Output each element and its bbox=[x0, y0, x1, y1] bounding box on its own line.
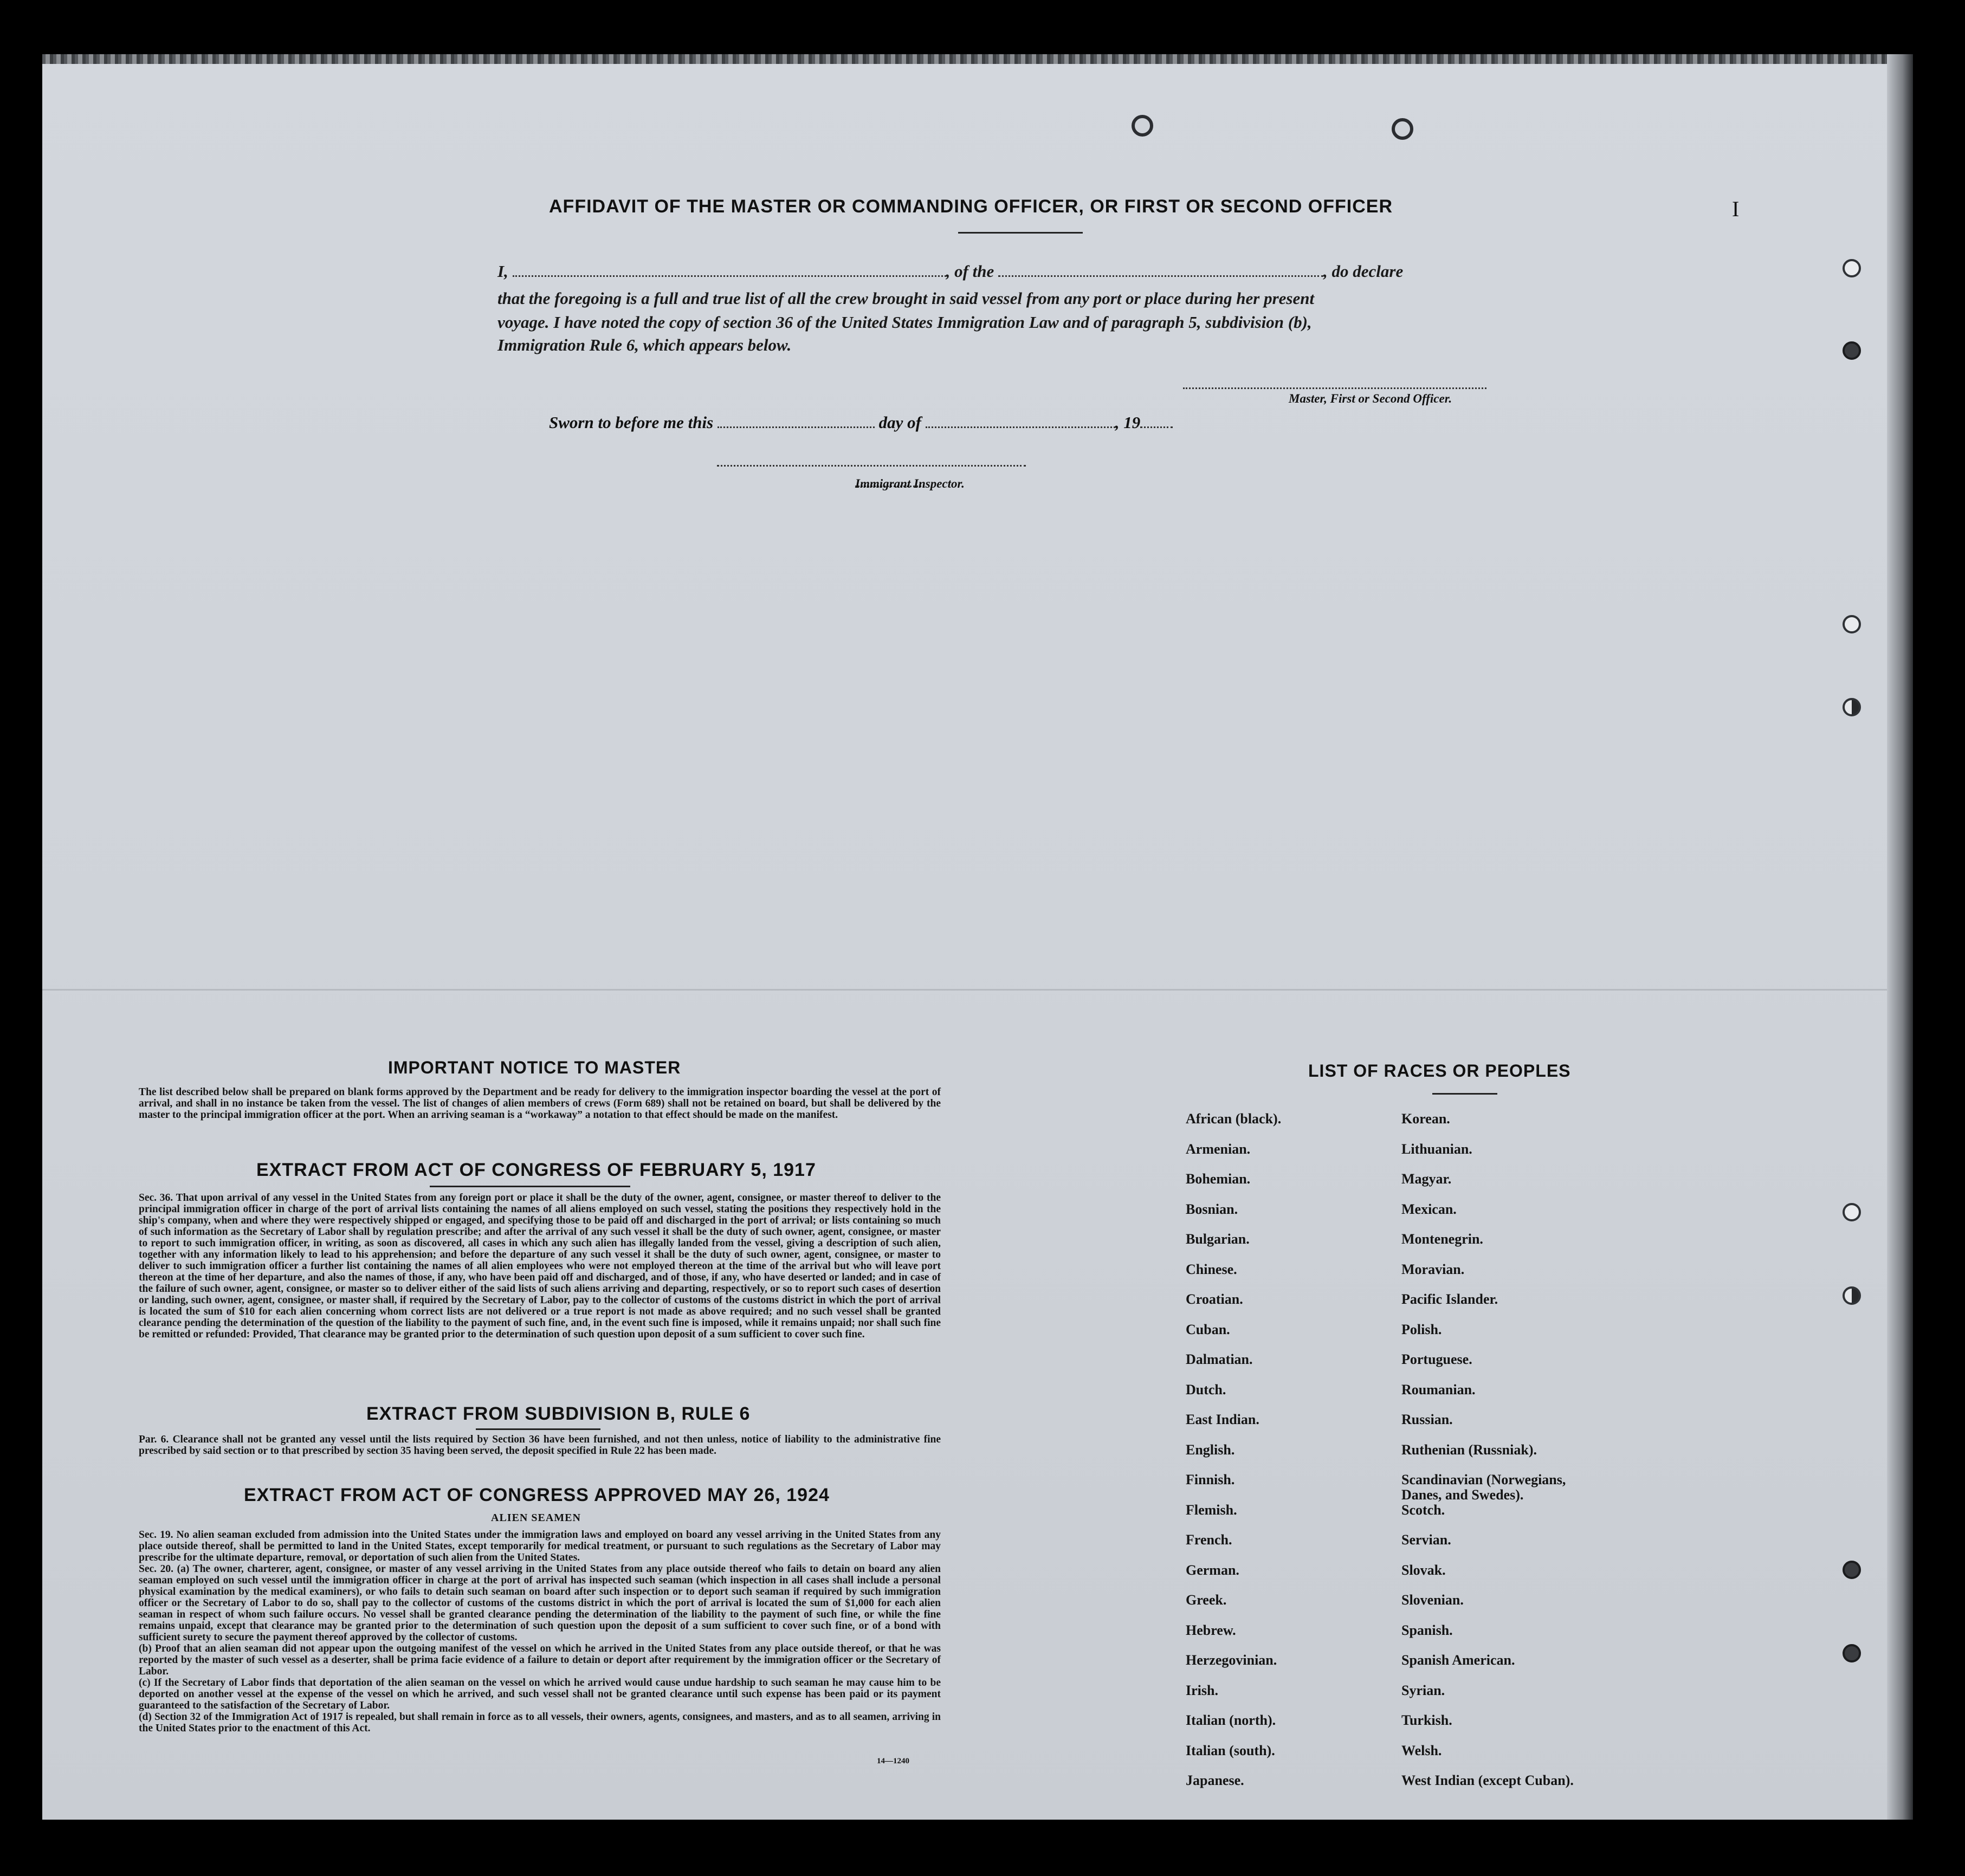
scan-top-edge bbox=[42, 54, 1913, 64]
race-item: Cuban. bbox=[1186, 1321, 1230, 1337]
race-item: Slovenian. bbox=[1401, 1592, 1464, 1608]
race-item: Syrian. bbox=[1401, 1682, 1445, 1698]
page-mark: I bbox=[1732, 197, 1740, 221]
sworn-day-of: day of bbox=[878, 413, 921, 432]
race-item: French. bbox=[1186, 1532, 1232, 1548]
race-item: Pacific Islander. bbox=[1401, 1291, 1498, 1307]
sec-20d: (d) Section 32 of the Immigration Act of 1917 is repealed, but shall remain in force as to all vessels, their owners, agents, consignees, and masters, and as to all seamen, arriving in the United States prior to the enactment of this Act. bbox=[139, 1711, 941, 1734]
race-item: Polish. bbox=[1401, 1321, 1442, 1337]
punch-hole-icon bbox=[1132, 115, 1153, 137]
race-item: Bohemian. bbox=[1186, 1171, 1251, 1187]
affidavit-declare: , do declare bbox=[1323, 262, 1404, 281]
affidavit-line-4: Immigration Rule 6, which appears below. bbox=[497, 335, 792, 354]
binder-hole-icon bbox=[1843, 615, 1861, 633]
race-item: Scandinavian (Norwegians, bbox=[1401, 1472, 1566, 1487]
sworn-year-field[interactable] bbox=[1140, 423, 1173, 428]
extract-1917-body: Sec. 36. That upon arrival of any vessel in the United States from any foreign port or place it shall be the duty of the owner, agent, consignee, or master thereof to deliver to the principal immigration officer in charge of the port of arrival lists containing the names of all aliens employed on such vessel, stating the positions they respectively hold in the ship's company, when and where they were respectively shipped or engaged, and specifying those to be paid off and discharged in the port of arrival; or lists containing so much of such information as the Secretary of Labor shall by regulation prescribe; and after the arrival of any such vessel it shall be the duty of such owner, agent, consignee, or master to report to such immigration officer, in writing, as soon as discovered, all cases in which any such alien has illegally landed from the vessel, giving a description of such alien, together with any information likely to lead to his apprehension; and before the departure of any such vessel it shall be the duty of such owner, agent, consignee, or master to deliver to such immigration officer a further list containing the names of all alien employees who were not employed thereon at the time of the arrival but who will leave port thereon at the time of her departure, and also the names of those, if any, who have been paid off and discharged, and of those, if any, who have deserted or landed; and in case of the failure of such owner, agent, consignee, or master so to deliver either of the said lists of such aliens arriving and departing, respectively, or so to report such cases of desertion or landing, such owner, agent, consignee, or master shall, if required by the Secretary of Labor, pay to the collector of customs of the customs district in which the port of arrival is located the sum of $10 for each alien concerning whom correct lists are not delivered or a true report is not made as above required; and no such vessel shall be granted clearance pending the determination of the question of the liability to the payment of such fine, and, in the event such fine is imposed, while it remains unpaid; nor shall such fine be remitted or refunded: Provided, That clearance may be granted prior to the determination of such question upon deposit of a sum sufficient to cover such fine. bbox=[139, 1192, 941, 1340]
form-number: 14—1240 bbox=[877, 1757, 909, 1765]
affidavit-line-3: voyage. I have noted the copy of section 36 of the United States Immigration Law and of paragraph 5, subdivision (b), bbox=[497, 313, 1312, 332]
race-item: Scotch. bbox=[1401, 1502, 1445, 1518]
binder-hole-icon bbox=[1843, 259, 1861, 277]
sec-20a: Sec. 20. (a) The owner, charterer, agent, consignee, or master of any vessel arriving in the United States from any place outside thereof who fails to detain on board any alien seaman employed on such vessel until the immigration officer in charge at the port of arrival has inspected such seaman (which inspection in all cases shall include a personal physical examination by the medical examiners), or who fails to detain such seaman on board after such inspection or to deport such seaman if required by such immigration officer or the Secretary of Labor to do so, shall pay to the collector of customs of the customs district in which the port of arrival is located the sum of $1,000 for each alien seaman in respect of whom such failure occurs. No vessel shall be granted clearance pending the determination of the liability to the payment of such fine, or while the fine remains unpaid, except that clearance may be granted prior to the determination of such question upon the deposit of a sum sufficient to cover such fine, or of a bond with sufficient surety to secure the payment thereof approved by the collector of customs. bbox=[139, 1563, 941, 1643]
race-item: West Indian (except Cuban). bbox=[1401, 1773, 1574, 1788]
page-fold bbox=[42, 989, 1887, 991]
race-item: English. bbox=[1186, 1441, 1235, 1458]
officer-signature-label: Master, First or Second Officer. bbox=[1289, 392, 1452, 405]
race-item: Welsh. bbox=[1401, 1742, 1442, 1758]
affidavit-title: AFFIDAVIT OF THE MASTER OR COMMANDING OFFICER, OR FIRST OR SECOND OFFICER bbox=[549, 196, 1393, 217]
sec-20b: (b) Proof that an alien seaman did not appear upon the outgoing manifest of the vessel on which he arrived in the United States from any place outside thereof, or that he was reported by the master of such vessel as a deserter, shall be prima facie evidence of a failure to detain or deport after requirement by the immigration officer or the Secretary of Labor. bbox=[139, 1643, 941, 1677]
race-item: Lithuanian. bbox=[1401, 1141, 1472, 1157]
inspector-signature-field[interactable] bbox=[717, 465, 1026, 467]
scan-right-edge bbox=[1887, 54, 1913, 1820]
race-item: Hebrew. bbox=[1186, 1622, 1236, 1638]
binder-hole-icon bbox=[1843, 1203, 1861, 1221]
race-item: Flemish. bbox=[1186, 1502, 1237, 1518]
name-field[interactable] bbox=[513, 272, 946, 277]
extract-1917-rule bbox=[430, 1186, 630, 1187]
inspector-label: Immigrant Inspector. bbox=[855, 477, 965, 490]
race-item: German. bbox=[1186, 1562, 1239, 1578]
race-item: Bosnian. bbox=[1186, 1201, 1238, 1217]
officer-signature-field[interactable] bbox=[1183, 387, 1486, 389]
race-item: Portuguese. bbox=[1401, 1351, 1472, 1367]
binder-hole-icon bbox=[1843, 1644, 1861, 1662]
race-item: Magyar. bbox=[1401, 1171, 1452, 1187]
sworn-line bbox=[549, 413, 1173, 432]
vessel-field[interactable] bbox=[998, 272, 1323, 277]
sworn-month-field[interactable] bbox=[926, 423, 1115, 428]
sec-20c: (c) If the Secretary of Labor finds that deportation of the alien seaman on the vessel on which he arrived would cause undue hardship to such seaman he may cause him to be deported on another vessel at the expense of the vessel on which he arrived, and such vessel shall not be granted clearance until such expense has been paid or its payment guaranteed to the satisfaction of the Secretary of Labor. bbox=[139, 1677, 941, 1711]
race-item: Servian. bbox=[1401, 1532, 1451, 1548]
race-item: Italian (south). bbox=[1186, 1742, 1275, 1758]
binder-hole-icon bbox=[1843, 1286, 1861, 1305]
race-item: Dalmatian. bbox=[1186, 1351, 1253, 1367]
race-item: Korean. bbox=[1401, 1111, 1450, 1127]
sworn-year-prefix: , 19 bbox=[1115, 413, 1141, 432]
rule6-title: EXTRACT FROM SUBDIVISION B, RULE 6 bbox=[366, 1403, 751, 1424]
binder-hole-icon bbox=[1843, 1561, 1861, 1579]
race-item: Chinese. bbox=[1186, 1261, 1237, 1277]
race-item: Danes, and Swedes). bbox=[1401, 1487, 1524, 1503]
sworn-prefix: Sworn to before me this bbox=[549, 413, 714, 432]
race-item: Ruthenian (Russniak). bbox=[1401, 1441, 1537, 1458]
affidavit-title-rule bbox=[958, 232, 1083, 234]
affidavit-of-the: , of the bbox=[946, 262, 994, 281]
affidavit-line-1 bbox=[497, 262, 1527, 281]
extract-1924-title: EXTRACT FROM ACT OF CONGRESS APPROVED MAY 26, 1924 bbox=[244, 1485, 830, 1505]
sec-19: Sec. 19. No alien seaman excluded from admission into the United States under the immigration laws and employed on board any vessel arriving in the United States from any place outside thereof, shall be permitted to land in the United States, except temporarily for medical treatment, or pursuant to such regulations as the Secretary of Labor may prescribe for the ultimate departure, removal, or deportation of such alien from the United States. bbox=[139, 1529, 941, 1563]
race-item: Spanish. bbox=[1401, 1622, 1453, 1638]
race-item: Mexican. bbox=[1401, 1201, 1457, 1217]
race-item: Slovak. bbox=[1401, 1562, 1446, 1578]
race-item: Italian (north). bbox=[1186, 1712, 1276, 1728]
race-item: Herzegovinian. bbox=[1186, 1652, 1277, 1668]
race-item: Spanish American. bbox=[1401, 1652, 1515, 1668]
binder-hole-icon bbox=[1843, 341, 1861, 360]
notice-title: IMPORTANT NOTICE TO MASTER bbox=[388, 1058, 681, 1077]
races-rule bbox=[1432, 1093, 1497, 1095]
race-item: Russian. bbox=[1401, 1412, 1453, 1427]
race-item: Japanese. bbox=[1186, 1773, 1244, 1788]
rule6-rule bbox=[476, 1428, 600, 1430]
punch-hole-icon bbox=[1392, 118, 1413, 140]
race-item: Moravian. bbox=[1401, 1261, 1465, 1277]
notice-body: The list described below shall be prepared on blank forms approved by the Department and be ready for delivery to the immigration inspector boarding the vessel at the port of arrival, and shall in no instance be taken from the vessel. The list of changes of alien members of crews (Form 689) shall not be retained on board, but shall be delivered by the master to the principal immigration officer at the port. When an arriving seaman is a “workaway” a notation to that effect should be made on the manifest. bbox=[139, 1086, 941, 1121]
race-item: Greek. bbox=[1186, 1592, 1227, 1608]
race-item: Bulgarian. bbox=[1186, 1231, 1250, 1247]
race-item: African (black). bbox=[1186, 1111, 1282, 1127]
sworn-date-field[interactable] bbox=[718, 423, 875, 428]
race-item: Roumanian. bbox=[1401, 1381, 1476, 1398]
affidavit-i: I, bbox=[497, 262, 508, 281]
race-item: Dutch. bbox=[1186, 1381, 1226, 1398]
affidavit-line-2: that the foregoing is a full and true list of all the crew brought in said vessel from any port or place during her present bbox=[497, 289, 1315, 308]
extract-1917-title: EXTRACT FROM ACT OF CONGRESS OF FEBRUARY 5, 1917 bbox=[256, 1160, 816, 1180]
race-item: Irish. bbox=[1186, 1682, 1218, 1698]
extract-1924-body bbox=[139, 1529, 941, 1734]
rule6-body: Par. 6. Clearance shall not be granted any vessel until the lists required by Section 36 have been furnished, and not then unless, notice of liability to the administrative fine prescribed by said section or to that prescribed by section 35 having been served, the deposit specified in Rule 22 has been made. bbox=[139, 1434, 941, 1457]
race-item: East Indian. bbox=[1186, 1412, 1259, 1427]
race-item: Croatian. bbox=[1186, 1291, 1243, 1307]
race-item: Armenian. bbox=[1186, 1141, 1251, 1157]
extract-1924-subtitle: ALIEN SEAMEN bbox=[491, 1512, 581, 1524]
race-item: Turkish. bbox=[1401, 1712, 1452, 1728]
document-sheet bbox=[42, 54, 1913, 1820]
race-item: Finnish. bbox=[1186, 1472, 1235, 1487]
binder-hole-icon bbox=[1843, 698, 1861, 716]
races-title: LIST OF RACES OR PEOPLES bbox=[1308, 1061, 1571, 1081]
race-item: Montenegrin. bbox=[1401, 1231, 1483, 1247]
